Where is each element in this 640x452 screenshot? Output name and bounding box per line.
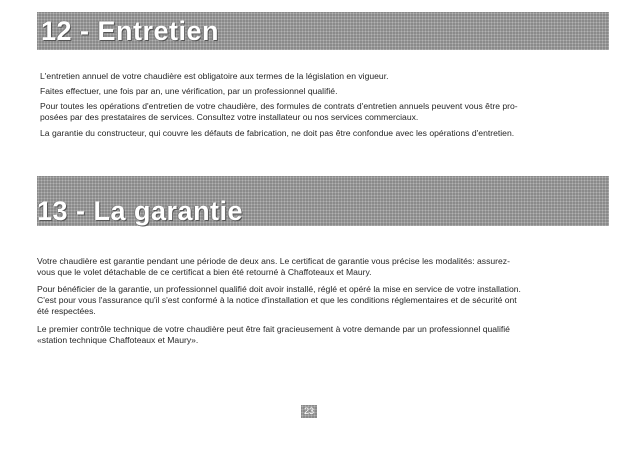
entretien-paragraph-1: L'entretien annuel de votre chaudière est obligatoire aux termes de la législation en vigueur. bbox=[40, 71, 389, 81]
entretien-paragraph-2: Faites effectuer, une fois par an, une vérification, par un professionnel qualifié. bbox=[40, 86, 338, 96]
section-12-title: 12 - Entretien bbox=[41, 16, 220, 46]
garantie-paragraph-1-line-2: vous que le volet détachable de ce certificat a bien été retourné à Chaffoteaux et Maury. bbox=[37, 267, 372, 277]
page-number: 23 bbox=[301, 405, 317, 418]
entretien-paragraph-4: La garantie du constructeur, qui couvre les défauts de fabrication, ne doit pas être confondue avec les opérations d'entretien. bbox=[40, 128, 515, 138]
garantie-paragraph-2-line-2: C'est pour vous l'assurance qu'il s'est conformé à la notice d'installation et que les conditions réglementaires et de sécurité ont bbox=[37, 295, 517, 305]
garantie-paragraph-2-line-3: été respectées. bbox=[37, 306, 96, 316]
section-13-banner bbox=[37, 176, 609, 226]
garantie-paragraph-1-line-1: Votre chaudière est garantie pendant une période de deux ans. Le certificat de garantie vous précise les modalités: assurez- bbox=[37, 256, 510, 266]
section-12-banner bbox=[37, 12, 609, 50]
garantie-paragraph-2-line-1: Pour bénéficier de la garantie, un professionnel qualifié doit avoir installé, réglé et opéré la mise en service de votre installation. bbox=[37, 284, 521, 294]
section-13-title: 13 - La garantie bbox=[37, 196, 244, 226]
entretien-paragraph-3-line-2: posées par des prestataires de services. Consultez votre installateur ou nos services commerciaux. bbox=[40, 112, 419, 122]
entretien-paragraph-3-line-1: Pour toutes les opérations d'entretien de votre chaudière, des formules de contrats d'entretien annuels peuvent vous être pro- bbox=[40, 101, 518, 111]
garantie-paragraph-3-line-2: «station technique Chaffoteaux et Maury». bbox=[37, 335, 199, 345]
garantie-paragraph-3-line-1: Le premier contrôle technique de votre chaudière peut être fait gracieusement à votre demande par un professionnel qualifié bbox=[37, 324, 510, 334]
